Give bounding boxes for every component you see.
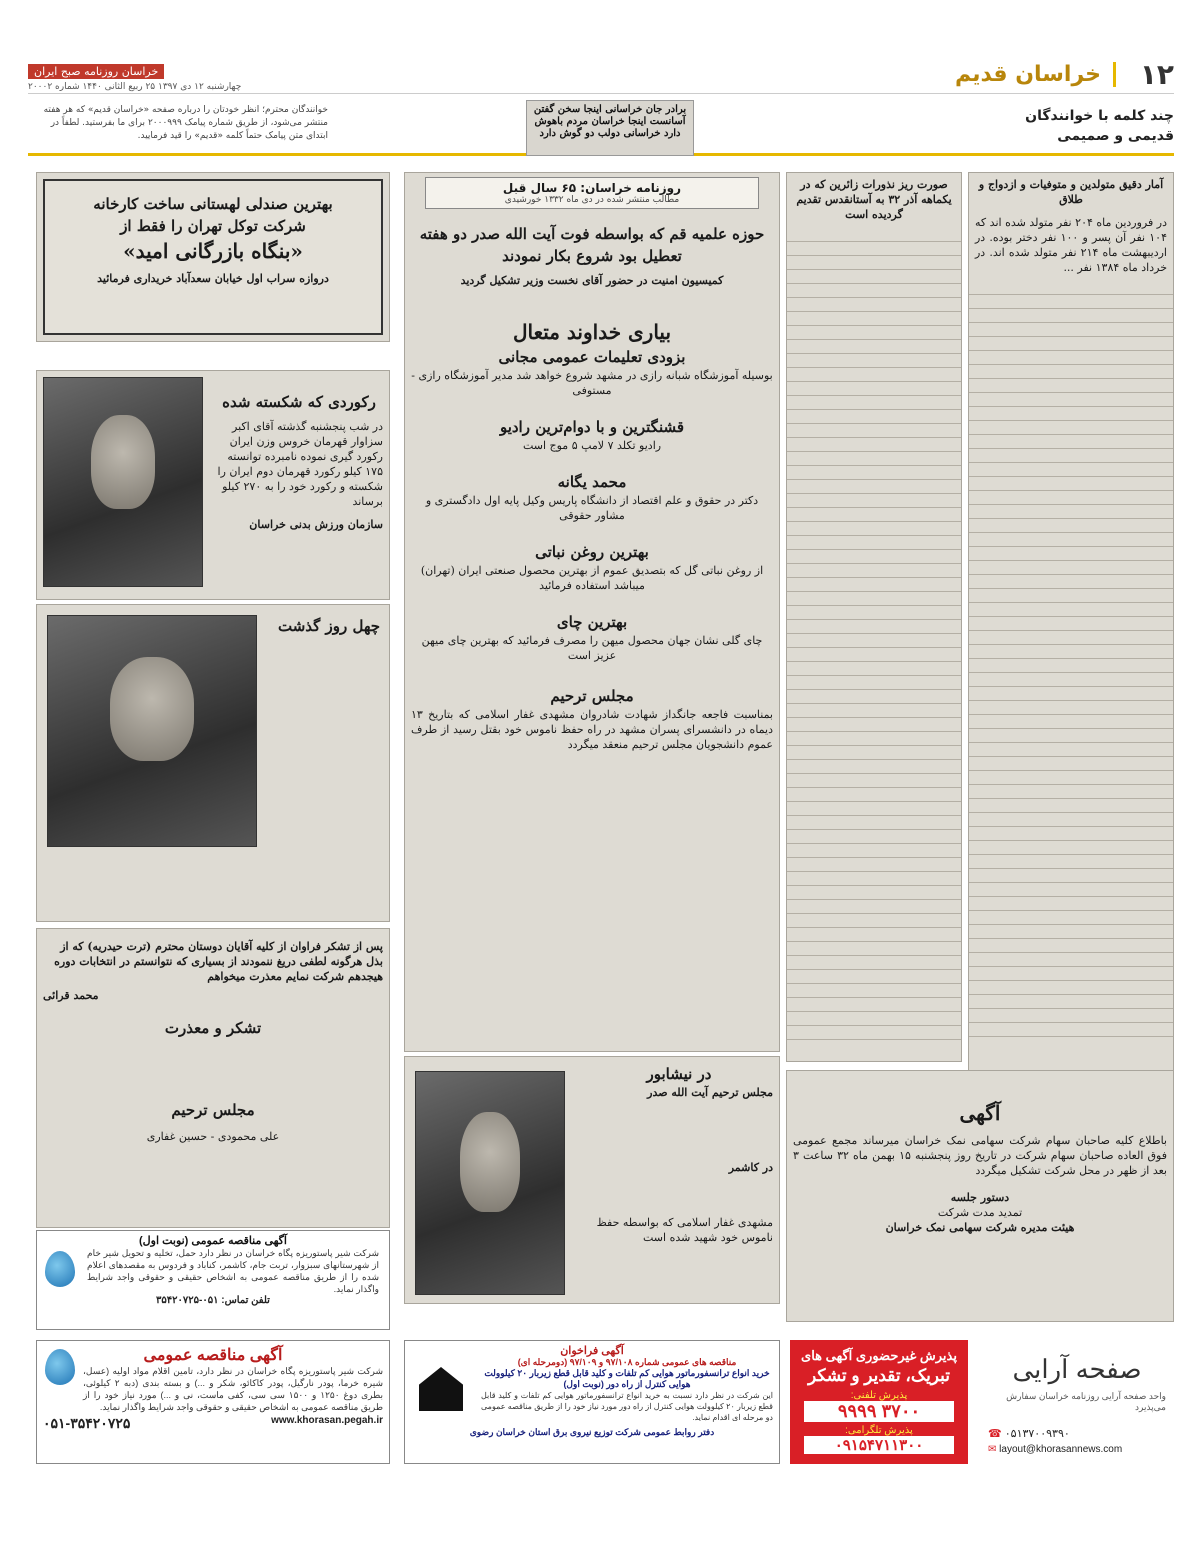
thanks-title: تشکر و معذرت [164,1019,262,1037]
call-sub: مناقصه های عمومی شماره ۹۷/۱۰۸ و ۹۷/۱۰۹ (دومرحله ای) [517,1357,737,1367]
record-title: رکوردی که شکسته شده [222,393,376,411]
lawyer-text: دکتر در حقوق و علم اقتصاد از دانشگاه پاریس وکیل پایه اول دادگستری و مشاور حقوقی [425,494,759,522]
layout-text: واحد صفحه آرایی روزنامه خراسان سفارش می‌پذیرد [1006,1391,1166,1412]
tender-ad-1 [36,1230,390,1330]
greeting-ad [790,1340,968,1464]
radio-headline: قشنگترین و با دوام‌ترین رادیو [499,418,685,436]
red-title-2: تبریک، تقدیر و تشکر [807,1366,951,1385]
tender2-site[interactable]: www.khorasan.pegah.ir [271,1415,383,1426]
tarhim2-sign: علی محمودی - حسین غفاری [146,1130,280,1143]
tender1-text: شرکت شیر پاستوریزه پگاه خراسان در نظر دارد حمل، تخلیه و تحویل شیر خام از شهرستانهای سبزوار، تربت جام، کاشمر، کناباد و فردوس به مقصدهای اعلام شده را از طریق مناقصه عمومی به اشخاص حقیقی و حقوقی واجد شرایط واگذار نماید. [87,1248,379,1294]
stats-list [969,281,1173,1041]
layout-phone[interactable]: ۰۵۱۳۷۰۰۹۳۹۰ [1004,1428,1070,1440]
page-number: ۱۲ [1139,58,1174,91]
prices-list [787,228,961,1048]
archive-header [425,177,759,209]
tarhim-headline: مجلس ترحیم [550,687,634,705]
tea-text: چای گلی نشان جهان محصول میهن را مصرف فرمائید که بهترین چای میهن عزیز است [421,634,763,662]
agahi-board: هیئت مدیره شرکت سهامی نمک خراسان [885,1221,1075,1234]
intro-strip [28,98,1174,156]
nishabur-title: در نیشابور [646,1065,712,1083]
layout-email[interactable]: layout@khorasannews.com [999,1444,1123,1455]
layout-email-row [980,1444,1174,1455]
tender1-title: آگهی مناقصه عمومی (نوبت اول) [139,1235,287,1247]
chair-ad-shop: «بنگاه بازرگانی امید» [123,239,303,263]
red-tg-label: پذیرش تلگرامی: [845,1425,913,1436]
layout-title: صفحه آرایی [1012,1354,1142,1384]
kashmar-sub: در کاشمر [728,1161,773,1174]
photo-caption: مشهدی غفار اسلامی که بواسطه حفظ ناموس خود شهید شده است [596,1216,773,1244]
tender2-title: آگهی مناقصه عمومی [143,1347,283,1364]
archive-header-title: روزنامه خراسان: ۶۵ سال قبل [502,181,682,195]
red-phone[interactable]: ۳۷۰۰ ۹۹۹۹ [804,1401,954,1422]
stats-text: در فروردین ماه ۲۰۴ نفر متولد شده اند که ۱۰۴ نفر آن پسر و ۱۰۰ نفر دختر بوده. در اردیبهشت ماه ۲۱۴ نفر متولد شده اند. در خرداد ماه ۱۳۸۴ نفر ... [975,216,1167,274]
phone-icon: ☎ [988,1428,1002,1440]
tender2-phone: ۰۵۱-۳۵۴۲۰۷۲۵ [43,1415,131,1431]
red-phone-label: پذیرش تلفنی: [850,1390,908,1401]
call-footer: دفتر روابط عمومی شرکت توزیع نیروی برق استان خراسان رضوی [469,1427,715,1437]
record-text: در شب پنجشنبه گذشته آقای اکبر سزاوار قهرمان خروس وزن ایران رکورد گیری نموده نامبرده توانسته ۱۷۵ کیلو رکورد قهرمان دوم ایران را شکسته و رکورد خود را به ۲۷۰ کیلو برساند [217,420,383,508]
bari-text: بوسیله آموزشگاه شبانه رازی در مشهد شروع خواهد شد مدیر آموزشگاه رازی - مستوفی [411,369,773,397]
prices-title: صورت ریز نذورات زائرین که در یکماهه آذر ۳۲ به آستانقدس تقدیم گردیده است [796,178,952,221]
red-title-1: پذیرش غیرحضوری آگهی های [801,1348,957,1363]
ghaffar-photo [415,1071,565,1295]
bari-sub: بزودی تعلیمات عمومی مجانی [498,348,686,366]
lawyer-headline: محمد یگانه [557,473,627,491]
record-article [36,370,390,600]
agahi-order: دستور جلسه [950,1191,1010,1204]
email-icon: ✉ [988,1444,997,1455]
oil-headline: بهترین روغن نباتی [535,543,649,561]
section-title: خراسان قدیم [955,62,1116,87]
nishabur-sub: مجلس ترحیم آیت الله صدر [647,1086,773,1099]
paper-info [28,60,258,92]
agahi-extend: تمدید مدت شرکت [937,1206,1023,1219]
tender-ad-2 [36,1340,390,1464]
hawza-headline: حوزه علمیه قم که بواسطه فوت آیت الله صدر دو هفته تعطیل بود شروع بکار نمودند [419,225,765,265]
pegah-logo-icon [45,1251,75,1287]
call-title: آگهی فراخوان [560,1345,624,1357]
call-ad [404,1340,780,1464]
tarhim2-title: مجلس ترحیم [171,1101,255,1119]
tender2-text: شرکت شیر پاستوریزه پگاه خراسان در نظر دارد، تامین اقلام مواد اولیه (عسل، شیره خرما، پودر نارگیل، پودر کاکائو، شکر و ...) و بسته بندی (دبه ۲ کیلوئی، بطری دوغ ۱۲۵۰ و ۱۵۰۰ سی سی، کفی ماست، نی و ...) مورد نیاز خود را از طریق مناقصه عمومی به اشخاص حقیقی و حقوقی واجد شرایط واگذار نماید. [83,1366,384,1412]
thanks-sign: محمد قرائی [43,989,99,1002]
prices-column [786,172,962,1062]
agahi-title: آگهی [959,1101,1001,1125]
chair-ad-title: بهترین صندلی لهستانی ساخت کارخانه [93,195,333,213]
layout-phone-row [980,1427,1174,1440]
call-text: این شرکت در نظر دارد نسبت به خرید انواع ترانسفورماتور هوایی کم تلفات و کلید قابل قطع زیربار ۲۰ کیلوولت هوایی کنترل از راه دور مورد نیاز خود را از طریق مناقصه عمومی دو مرحله ای اقدام نماید. [481,1391,773,1422]
chair-ad [36,172,390,342]
bari-headline: بیاری خداوند متعال [512,320,672,344]
intro-title: چند کلمه با خوانندگان قدیمی و صمیمی [1025,108,1174,144]
chair-ad-address: دروازه سراب اول خیابان سعدآباد خریداری فرمائید [97,272,329,285]
pegah-logo-icon-2 [45,1349,75,1385]
nishabur-article [404,1056,780,1304]
layout-ad [980,1340,1174,1464]
radio-text: رادیو تکلد ۷ لامپ ۵ موج است [522,439,662,452]
red-tg[interactable]: ۰۹۱۵۴۷۱۱۳۰۰ [804,1436,954,1454]
commission-headline: کمیسیون امنیت در حضور آقای نخست وزیر تشکیل گردید [460,274,724,287]
tea-headline: بهترین چای [556,613,628,631]
agahi-text: باطلاع کلیه صاحبان سهام شرکت سهامی نمک خراسان میرساند مجمع عمومی فوق العاده صاحبان سهام شرکت در تاریخ روز پنجشنبه ۱۵ بهمن ماه ۳۲ ساعت ۳ بعد از ظهر در محل شرکت تشکیل میگردد [793,1134,1167,1177]
archive-center [404,172,780,1052]
thanks-text: پس از تشکر فراوان از کلیه آقایان دوستان محترم (ترت حیدریه) که از بذل هرگونه لطفی دریغ ننمودند از بسیاری که نتوانستم در انتخابات دوره هیجدهم شرکت نمایم معذرت میخواهم [54,940,383,983]
stats-column [968,172,1174,1090]
date-line: چهارشنبه ۱۲ دی ۱۳۹۷ ۲۵ ربیع الثانی ۱۴۴۰ شماره ۲۰۰۰۲ [28,82,242,92]
electricity-logo-icon [419,1367,463,1411]
wrestler-photo [47,615,257,847]
thanks-article [36,928,390,1228]
intro-text: خوانندگان محترم؛ انظر خودتان را درباره صفحه «خراسان قدیم» که هر هفته منتشر می‌شود، از طریق شماره پیامک ۲۰۰۰۹۹۹ برای ما بفرستید. لطفاً در ابتدای متن پیامک حتماً کلمه «قدیم» را قید فرمایید. [43,105,328,141]
forty-days-title: چهل روز گذشت [277,617,381,635]
record-credit: سازمان ورزش بدنی خراسان [249,518,383,531]
chair-ad-sub: شرکت توکل تهران را فقط از [120,217,306,235]
stats-title: آمار دقیق متولدین و متوفیات و ازدواج و طلاق [978,178,1164,206]
tarhim-text: بمناسبت فاجعه جانگداز شهادت شادروان مشهدی غفار اسلامی که بتاریخ ۱۳ دیماه در دانشسرای پسران مشهد در راه حفظ ناموس خود بقتل رسید از طرف عموم دانشجویان مجلس ترحیم منعقد میگردد [411,708,773,751]
intro-clip: برادر جان خراسانی اینجا سخن گفتن آسانست اینجا خراسان مردم باهوش دارد خراسانی دولب دو گوش دارد [526,100,694,156]
agahi-notice [786,1070,1174,1322]
forty-days-article [36,604,390,922]
athlete-photo [43,377,203,587]
paper-brand: خراسان روزنامه صبح ایران [28,64,164,79]
page-header [28,58,1174,94]
call-sub2: خرید انواع ترانسفورماتور هوایی کم تلفات و کلید قابل قطع زیربار ۲۰ کیلوولت هوایی کنترل از راه دور (نوبت اول) [484,1368,770,1389]
archive-header-sub: مطالب منتشر شده در دی ماه ۱۳۳۲ خورشیدی [504,195,680,205]
tender1-phone: تلفن تماس: ۰۵۱-۳۵۴۲۰۷۲۵ [156,1295,270,1306]
oil-text: از روغن نباتی گل که بتصدیق عموم از بهترین محصول صنعتی ایران (تهران) میباشد استفاده فرمائید [420,564,764,592]
